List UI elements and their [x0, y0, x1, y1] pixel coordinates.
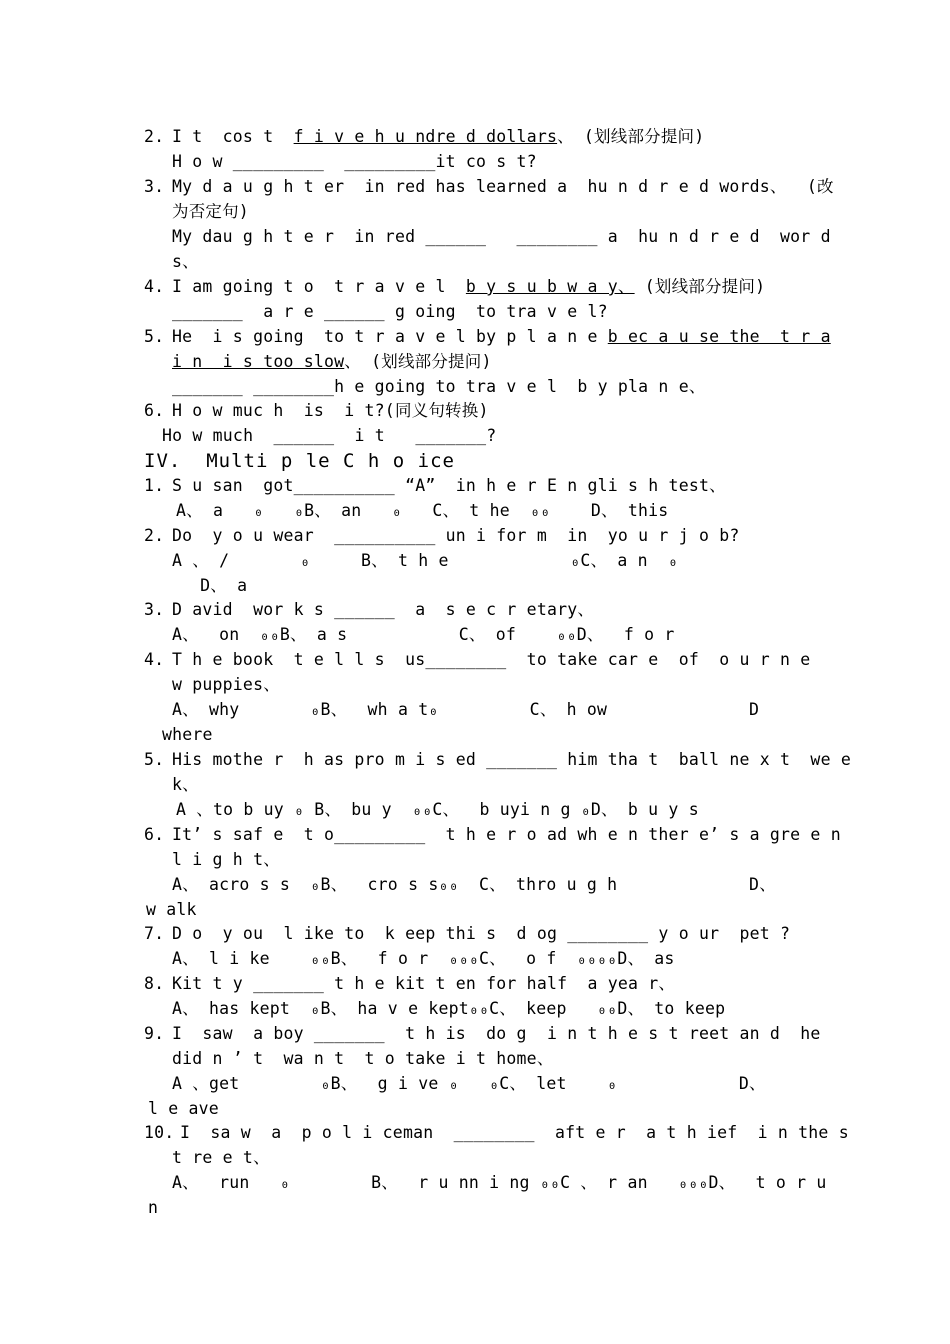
- answer-line: Ho w much ______ i t _______?: [162, 426, 497, 445]
- underlined-phrase: b y s u b w a y、: [465, 277, 635, 296]
- question-text: I t cos t: [172, 127, 294, 146]
- item-number: 3.: [144, 177, 165, 196]
- answer-line: My dau g h t e r in red ______ ________ a hu n d r e d wor d: [172, 227, 831, 246]
- item-number: 9.: [144, 1024, 165, 1043]
- question-line: [172, 127, 704, 147]
- answer-options: w alk: [146, 900, 197, 919]
- question-text: S u san got__________ “A” in h e r E n gli s h test、: [172, 476, 726, 495]
- question-line: [172, 352, 492, 372]
- answer-options: A、 has kept ₀B、 ha v e kept₀₀C、 keep ₀₀D、 to keep: [172, 999, 726, 1018]
- question-line: My d a u g h t er in red has learned a hu n d r e d words、 (改: [172, 177, 834, 196]
- answer-options: A、 acro s s ₀B、 cro s s₀₀ C、 thro u g h D、: [172, 875, 776, 894]
- question-line: [172, 277, 765, 297]
- question-text: did n ’ t wa n t t o take i t home、: [172, 1049, 554, 1068]
- question-text: It’ s saf e t o_________ t h e r o ad wh e n ther e’ s a gre e n: [172, 825, 841, 844]
- underlined-phrase: f i v e h u ndre d dollars: [293, 127, 558, 146]
- answer-options: l e ave: [148, 1099, 219, 1118]
- question-text: Do y o u wear __________ un i for m in yo u r j o b?: [172, 526, 740, 545]
- question-text: D avid wor k s ______ a s e c r etary、: [172, 600, 595, 619]
- answer-line: _______ a r e ______ g oing to tra v e l?: [172, 302, 608, 321]
- item-number: 4.: [144, 650, 165, 669]
- question-text: T h e book t e l l s us________ to take car e of o u r n e: [172, 650, 811, 669]
- question-text: l i g h t、: [172, 850, 280, 869]
- answer-options: where: [162, 725, 213, 744]
- item-number: 6.: [144, 825, 165, 844]
- item-number: 6.: [144, 401, 165, 420]
- question-text: w puppies、: [172, 675, 280, 694]
- answer-options: A、 why ₀B、 wh a t₀ C、 h ow D: [172, 700, 760, 719]
- item-number: 1.: [144, 476, 165, 495]
- item-number: 2.: [144, 127, 165, 146]
- instruction-text: 、 (划线部分提问): [557, 127, 705, 146]
- underlined-phrase: b ec a u se the t r a: [607, 327, 831, 346]
- answer-line: _______ ________h e going to tra v e l b y pla n e、: [172, 377, 706, 396]
- question-text: I am going t o t r a v e l: [172, 277, 466, 296]
- question-text: k、: [172, 775, 199, 794]
- question-text: I sa w a p o l i ceman ________ aft e r a t h ief i n the s: [180, 1123, 849, 1142]
- item-number: 8.: [144, 974, 165, 993]
- item-number: 5.: [144, 750, 165, 769]
- question-line: [172, 327, 831, 347]
- question-text: Kit t y _______ t h e kit t en for half a yea r、: [172, 974, 676, 993]
- answer-options: A、 run ₀ B、 r u nn i ng ₀₀C 、 r an ₀₀₀D、 t o r u: [172, 1173, 827, 1192]
- answer-options: A、 on ₀₀B、 a s C、 of ₀₀D、 f o r: [172, 625, 675, 644]
- item-number: 10.: [144, 1123, 175, 1142]
- item-number: 4.: [144, 277, 165, 296]
- question-text: I saw a boy _______ t h is do g i n t h e s t reet an d he: [172, 1024, 821, 1043]
- question-line: H o w muc h is i t?(同义句转换): [172, 401, 489, 420]
- item-number: 3.: [144, 600, 165, 619]
- answer-options: D、 a: [190, 576, 248, 595]
- item-number: 7.: [144, 924, 165, 943]
- instruction-text: (划线部分提问): [634, 277, 766, 296]
- question-text: t re e t、: [172, 1148, 270, 1167]
- question-text: He i s going to t r a v e l by p l a n e: [172, 327, 608, 346]
- answer-line: s、: [172, 252, 199, 271]
- answer-options: A 、to b uy ₀ B、 bu y ₀₀C、 b uyi n g ₀D、 b u y s: [176, 800, 699, 819]
- question-text: His mothe r h as pro m i s ed _______ him tha t ball ne x t we e: [172, 750, 851, 769]
- section-heading: IV. Multi p le C h o ice: [144, 450, 455, 472]
- answer-options: A 、 / ₀ B、 t h e ₀C、 a n ₀: [172, 551, 679, 570]
- answer-line: H o w _________ _________it co s t?: [172, 152, 537, 171]
- underlined-phrase: i n i s too slow: [172, 352, 345, 371]
- answer-options: n: [148, 1198, 159, 1217]
- item-number: 2.: [144, 526, 165, 545]
- answer-options: A、 l i ke ₀₀B、 f o r ₀₀₀C、 o f ₀₀₀₀D、 as: [172, 949, 675, 968]
- item-number: 5.: [144, 327, 165, 346]
- answer-options: A、 a ₀ ₀B、 an ₀ C、 t he ₀₀ D、 this: [176, 501, 669, 520]
- question-text: D o y ou l ike to k eep thi s d og ________ y o ur pet ?: [172, 924, 791, 943]
- answer-options: A 、get ₀B、 g i ve ₀ ₀C、 let ₀ D、: [172, 1074, 766, 1093]
- instruction-text: 、 (划线部分提问): [344, 352, 492, 371]
- question-line: 为否定句): [172, 202, 249, 221]
